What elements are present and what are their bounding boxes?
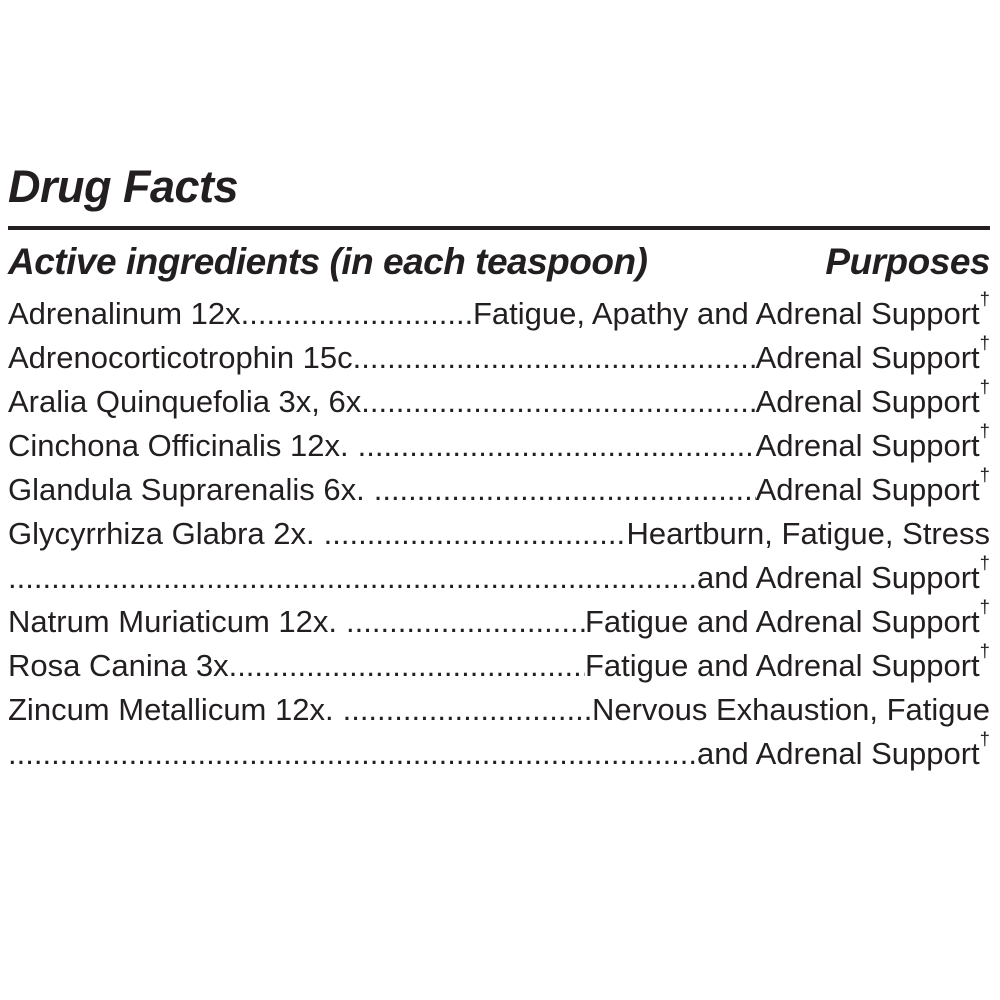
table-row (8, 512, 990, 556)
ingredients-list (8, 287, 990, 776)
dagger-mark: † (979, 463, 990, 485)
dagger-mark: † (979, 375, 990, 397)
ingredient-purpose (755, 463, 990, 512)
dot-leader (374, 468, 756, 512)
ingredient-purpose (696, 551, 990, 600)
dot-leader (358, 424, 756, 468)
table-row (8, 688, 990, 732)
dagger-mark: † (979, 331, 990, 353)
table-row (8, 639, 990, 688)
table-row-continuation (8, 551, 990, 600)
table-header-row (8, 240, 990, 284)
dagger-mark: † (979, 419, 990, 441)
purpose-text: Adrenal Support (755, 472, 980, 507)
ingredient-name: Zincum Metallicum 12x. (8, 692, 334, 727)
dot-leader (8, 732, 697, 776)
dot-leader (8, 556, 697, 600)
ingredient-name: Glandula Suprarenalis 6x. (8, 472, 365, 507)
table-row-continuation (8, 727, 990, 776)
purpose-text: and Adrenal Support (696, 560, 980, 595)
ingredient-purpose (696, 727, 990, 776)
dot-leader (241, 292, 473, 336)
active-ingredients-header: Active ingredients (in each teaspoon) (8, 241, 648, 282)
dagger-mark: † (979, 551, 990, 573)
dot-leader (237, 644, 585, 688)
ingredient-name: Cinchona Officinalis 12x. (8, 428, 349, 463)
purpose-text: and Adrenal Support (696, 736, 980, 771)
purpose-text: Adrenal Support (755, 340, 980, 375)
table-row (8, 375, 990, 424)
ingredient-name: Natrum Muriaticum 12x. (8, 604, 338, 639)
purposes-header: Purposes (825, 241, 990, 282)
table-row (8, 331, 990, 380)
purpose-text: Fatigue and Adrenal Support (584, 604, 980, 639)
dot-leader (343, 688, 592, 732)
dot-leader (353, 336, 756, 380)
table-row (8, 287, 990, 336)
dot-leader (361, 380, 755, 424)
purpose-text: Adrenal Support (755, 384, 980, 419)
ingredient-purpose (584, 595, 990, 644)
ingredient-purpose (755, 375, 990, 424)
purpose-text: Adrenal Support (755, 428, 980, 463)
ingredient-purpose (755, 419, 990, 468)
ingredient-name: Glycyrrhiza Glabra 2x. (8, 516, 315, 551)
purpose-text: Fatigue, Apathy and Adrenal Support (472, 296, 980, 331)
dagger-mark: † (979, 287, 990, 309)
dot-leader (324, 512, 627, 556)
table-row (8, 595, 990, 644)
table-row (8, 463, 990, 512)
table-row (8, 419, 990, 468)
dot-leader (346, 600, 585, 644)
ingredient-purpose (472, 287, 990, 336)
ingredient-name: Adrenalinum 12x (8, 296, 241, 331)
title-divider (8, 226, 990, 230)
dagger-mark: † (979, 639, 990, 661)
ingredient-name: Adrenocorticotrophin 15c (8, 340, 353, 375)
ingredient-name: Rosa Canina 3x. (8, 648, 238, 683)
dagger-mark: † (979, 595, 990, 617)
ingredient-purpose (626, 512, 990, 556)
dagger-mark: † (979, 727, 990, 749)
purpose-text: Heartburn, Fatigue, Stress (626, 516, 990, 551)
drug-facts-title: Drug Facts (8, 161, 239, 212)
purpose-text: Nervous Exhaustion, Fatigue (591, 692, 990, 727)
purpose-text: Fatigue and Adrenal Support (584, 648, 980, 683)
ingredient-purpose (584, 639, 990, 688)
ingredient-purpose (592, 688, 990, 732)
ingredient-purpose (755, 331, 990, 380)
ingredient-name: Aralia Quinquefolia 3x, 6x (8, 384, 362, 419)
